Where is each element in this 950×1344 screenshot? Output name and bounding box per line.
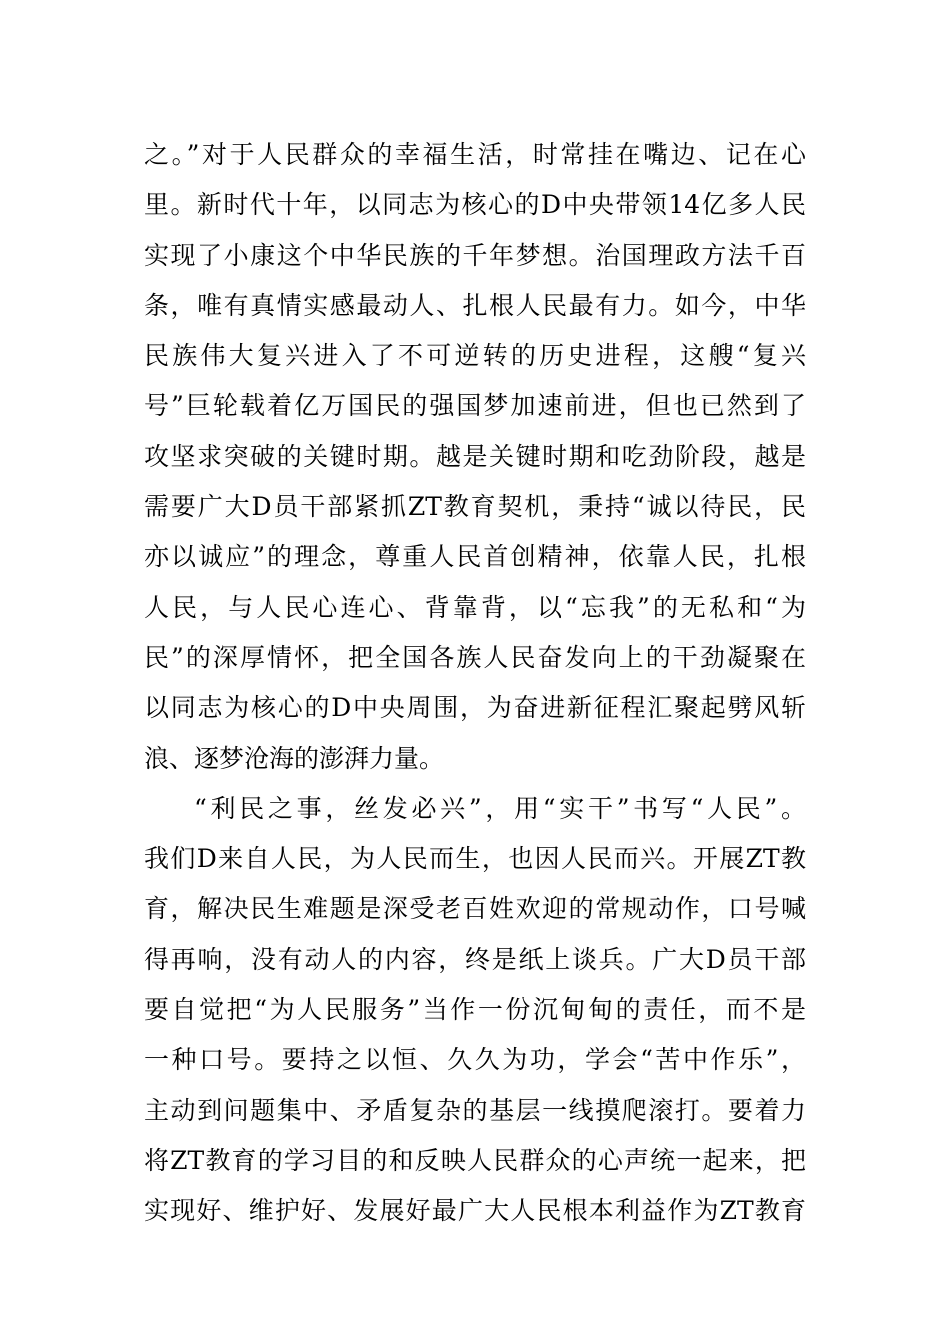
paragraph-line: 里。新时代十年，以同志为核心的D中央带领14亿多人民	[144, 190, 806, 220]
paragraph-line: 实现了小康这个中华民族的千年梦想。治国理政方法千百	[144, 240, 806, 270]
paragraph-line: 得再响，没有动人的内容，终是纸上谈兵。广大D员干部	[144, 944, 806, 974]
paragraph-line: 我们D来自人民，为人民而生，也因人民而兴。开展ZT教	[144, 844, 806, 874]
paragraph-line: 攻坚求突破的关键时期。越是关键时期和吃劲阶段，越是	[144, 441, 806, 471]
paragraph-line: 人民，与人民心连心、背靠背，以“忘我”的无私和“为	[144, 592, 806, 622]
paragraph-line: 民”的深厚情怀，把全国各族人民奋发向上的干劲凝聚在	[144, 642, 806, 672]
document-body	[144, 130, 806, 1237]
paragraph-line: 要自觉把“为人民服务”当作一份沉甸甸的责任，而不是	[144, 995, 806, 1025]
paragraph-line: 主动到问题集中、矛盾复杂的基层一线摸爬滚打。要着力	[144, 1095, 806, 1125]
paragraph-line: 之。”对于人民群众的幸福生活，时常挂在嘴边、记在心	[144, 140, 806, 169]
paragraph-line: “利民之事，丝发必兴”，用“实干”书写“人民”。	[194, 793, 806, 823]
paragraph-line: 以同志为核心的D中央周围，为奋进新征程汇聚起劈风斩	[144, 693, 806, 723]
paragraph-line: 将ZT教育的学习目的和反映人民群众的心声统一起来，把	[144, 1145, 806, 1175]
paragraph-line: 浪、逐梦沧海的澎湃力量。	[144, 743, 445, 773]
paragraph-line: 亦以诚应”的理念，尊重人民首创精神，依靠人民，扎根	[144, 542, 806, 572]
paragraph-line: 育，解决民生难题是深受老百姓欢迎的常规动作，口号喊	[144, 894, 806, 924]
paragraph-1	[144, 130, 806, 784]
paragraph-line: 条，唯有真情实感最动人、扎根人民最有力。如今，中华	[144, 290, 806, 320]
paragraph-line: 民族伟大复兴进入了不可逆转的历史进程，这艘“复兴	[144, 341, 806, 371]
paragraph-line: 号”巨轮载着亿万国民的强国梦加速前进，但也已然到了	[144, 391, 806, 421]
paragraph-line: 需要广大D员干部紧抓ZT教育契机，秉持“诚以待民，民	[144, 492, 806, 522]
paragraph-line: 一种口号。要持之以恒、久久为功，学会“苦中作乐”，	[144, 1045, 806, 1075]
paragraph-2	[144, 784, 806, 1237]
paragraph-line: 实现好、维护好、发展好最广大人民根本利益作为ZT教育	[144, 1196, 806, 1226]
